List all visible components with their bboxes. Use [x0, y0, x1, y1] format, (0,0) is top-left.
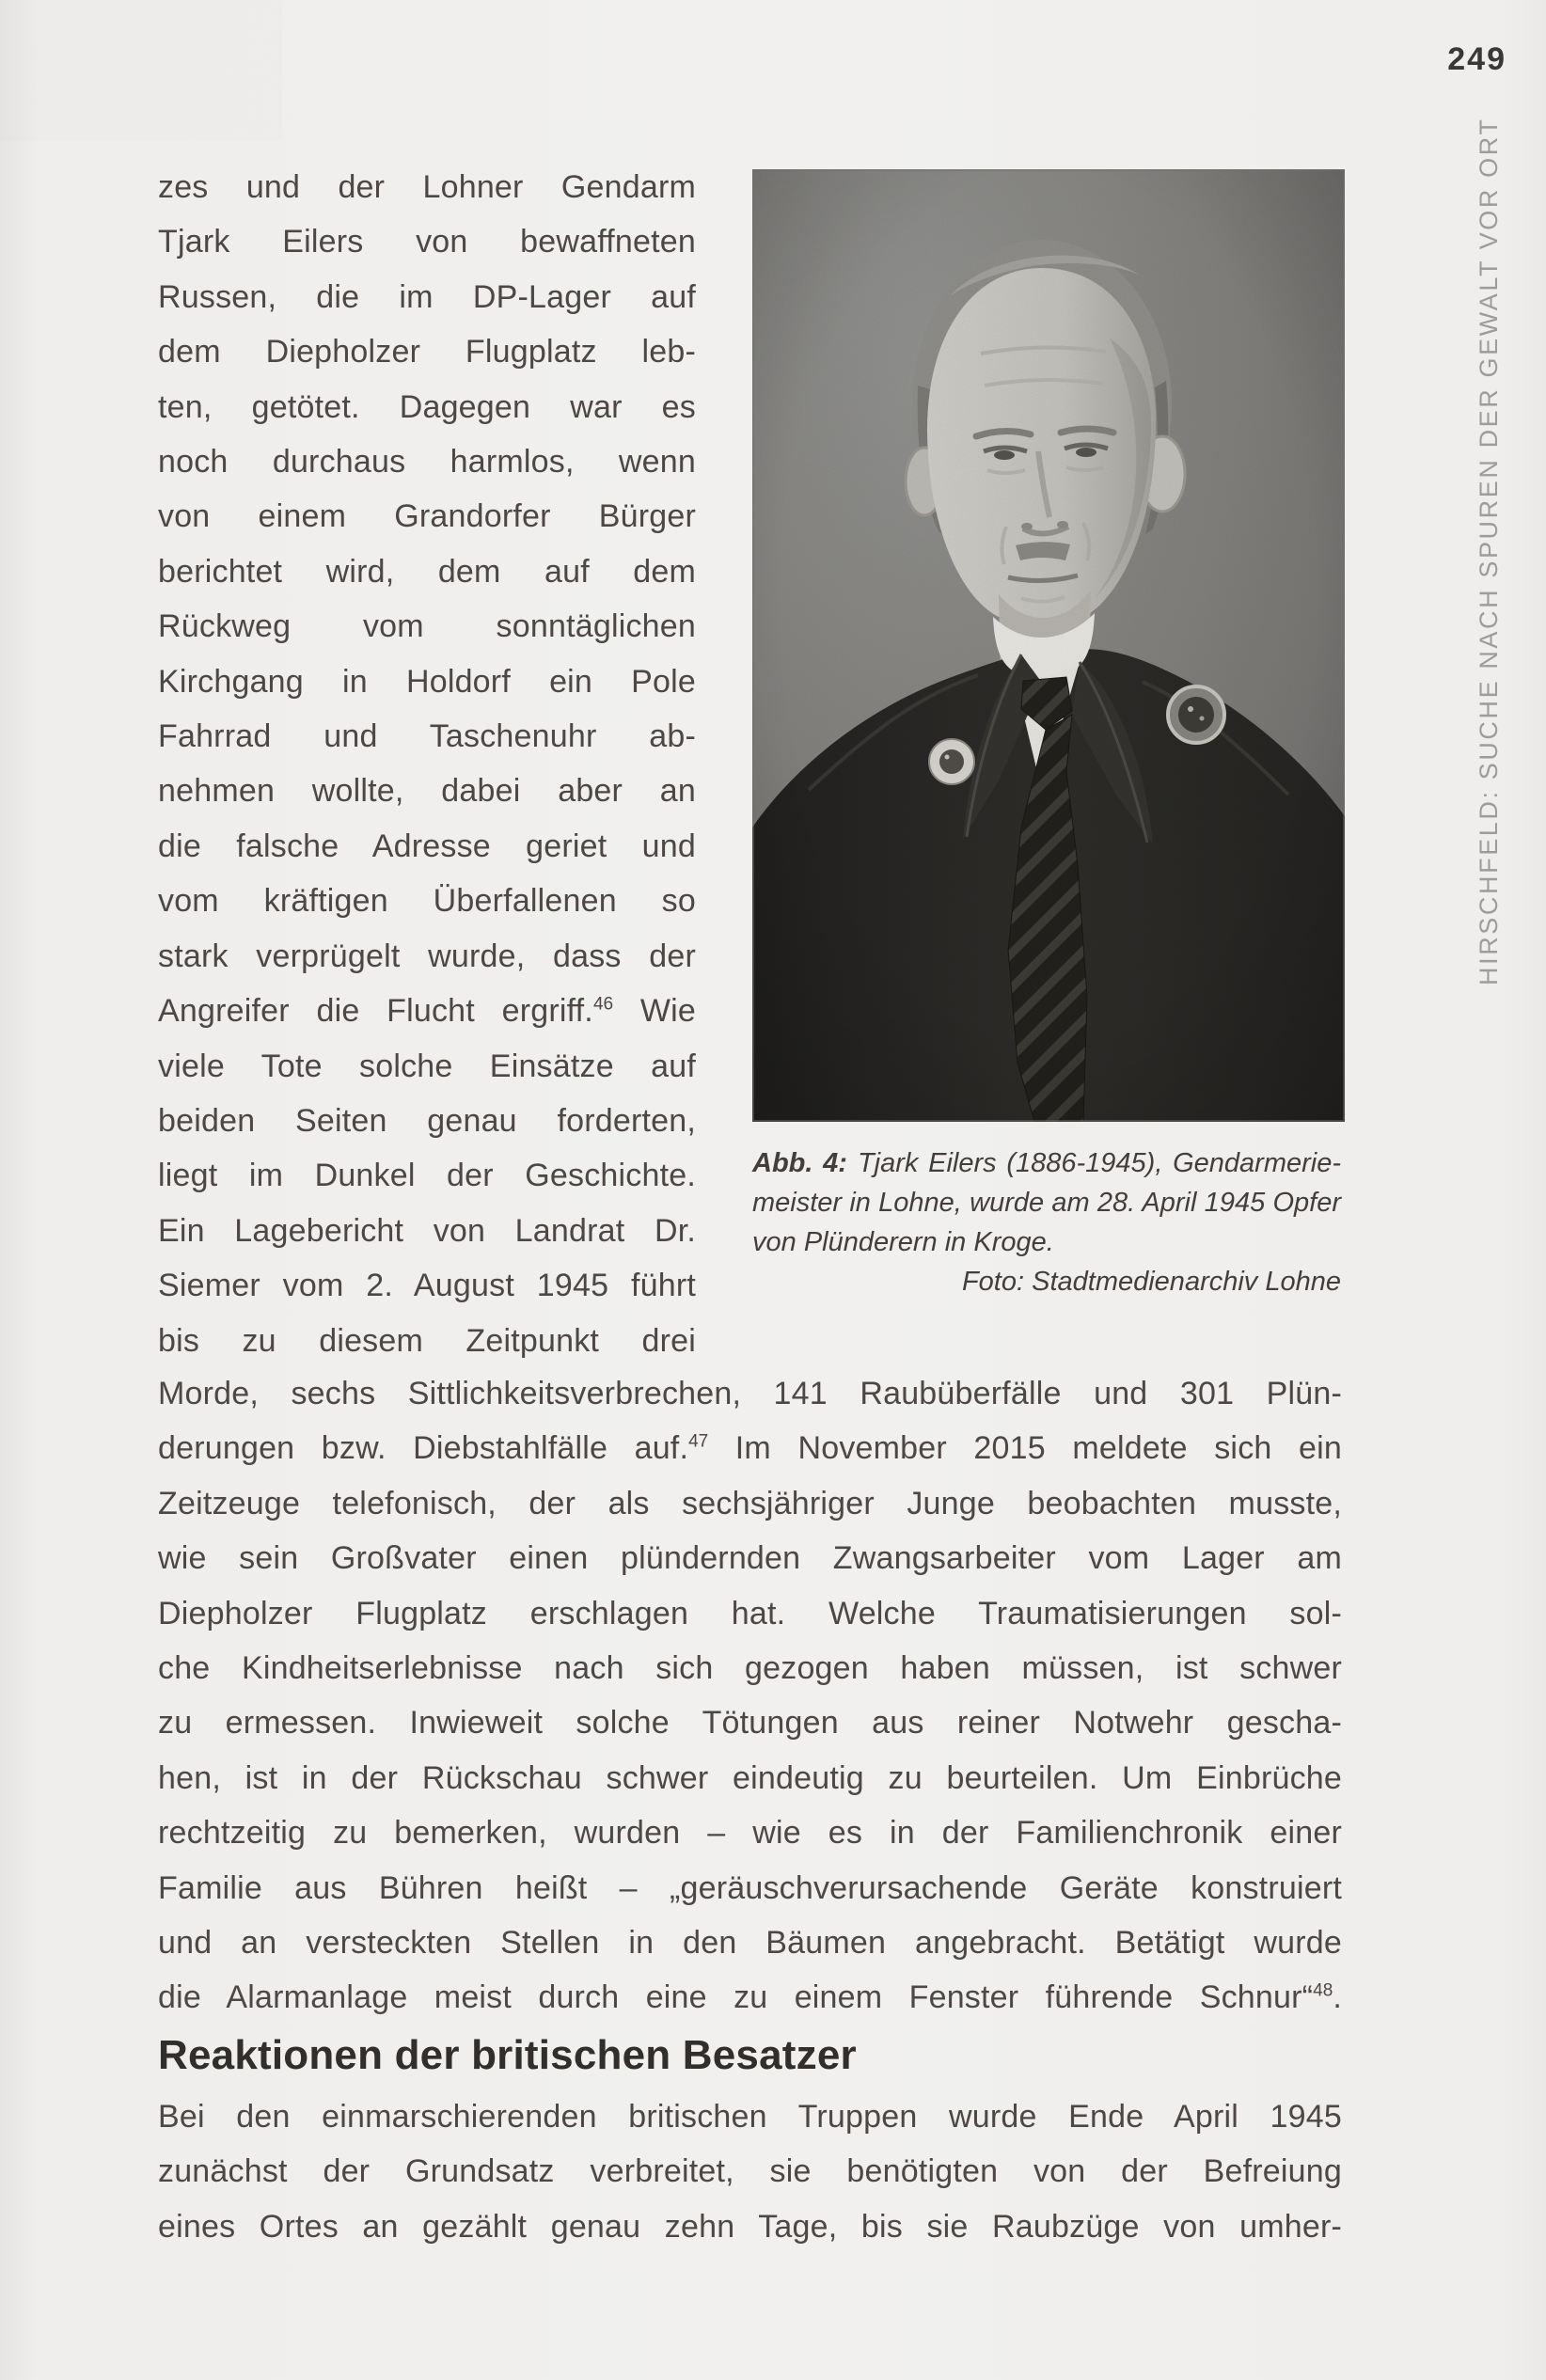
- text-line: che Kindheitserlebnisse nach sich gezogen haben müssen, ist schwer: [158, 1650, 1342, 1687]
- text-line: Russen, die im DP-Lager auf: [158, 278, 696, 315]
- text-line: bis zu diesem Zeitpunkt drei: [158, 1322, 696, 1359]
- text-line: Angreifer die Flucht ergriff.$^{46}$ Wie: [158, 993, 696, 1030]
- caption-line-2: meister in Lohne, wurde am 28. April 1945 Opfer: [752, 1188, 1341, 1218]
- caption-credit: Foto: Stadtmedienarchiv Lohne: [961, 1267, 1341, 1297]
- text-line: Kirchgang in Holdorf ein Pole: [158, 663, 696, 700]
- page-number: 249: [1447, 41, 1507, 77]
- figure-photo: [752, 169, 1345, 1122]
- text-line: Tjark Eilers von bewaffneten: [158, 224, 696, 260]
- text-line: berichtet wird, dem auf dem: [158, 553, 696, 590]
- caption-line-3: von Plünderern in Kroge.: [752, 1227, 1054, 1257]
- body-paragraph-full-width: [158, 1366, 1342, 2025]
- text-line: Fahrrad und Taschenuhr ab-: [158, 718, 696, 755]
- paper-grain-overlay: [0, 0, 282, 141]
- caption-line-1-text: Tjark Eilers (1886-1945), Gendarmerie-: [857, 1148, 1341, 1178]
- figure-caption: [752, 1143, 1341, 1301]
- text-line: vom kräftigen Überfallenen so: [158, 883, 696, 920]
- text-line: Familie aus Bühren heißt – „geräuschverursachende Geräte konstruiert: [158, 1869, 1342, 1906]
- text-line: eines Ortes an gezählt genau zehn Tage, bis sie Raubzüge von umher-: [158, 2208, 1342, 2245]
- text-line: beiden Seiten genau forderten,: [158, 1102, 696, 1139]
- section-paragraph: [158, 2089, 1342, 2254]
- text-line: liegt im Dunkel der Geschichte.: [158, 1158, 696, 1194]
- text-line: nehmen wollte, dabei aber an: [158, 773, 696, 810]
- text-line: zunächst der Grundsatz verbreitet, sie benötigten von der Befreiung: [158, 2153, 1342, 2190]
- portrait-photo: [752, 169, 1345, 1122]
- text-line: Zeitzeuge telefonisch, der als sechsjähriger Junge beobachten musste,: [158, 1485, 1342, 1521]
- text-line: dem Diepholzer Flugplatz leb-: [158, 334, 696, 370]
- caption-line-1: [752, 1143, 1341, 1183]
- text-line: stark verprügelt wurde, dass der: [158, 938, 696, 974]
- text-line: Morde, sechs Sittlichkeitsverbrechen, 141 Raubüberfälle und 301 Plün-: [158, 1376, 1342, 1411]
- text-line: die falsche Adresse geriet und: [158, 827, 696, 864]
- text-line: zes und der Lohner Gendarm: [158, 169, 696, 205]
- text-line: viele Tote solche Einsätze auf: [158, 1048, 696, 1084]
- body-column-narrow: [158, 160, 696, 1368]
- text-line: Diepholzer Flugplatz erschlagen hat. Welche Traumatisierungen sol-: [158, 1595, 1342, 1631]
- text-line: Siemer vom 2. August 1945 führt: [158, 1268, 696, 1304]
- text-line: hen, ist in der Rückschau schwer eindeutig zu beurteilen. Um Einbrüche: [158, 1759, 1342, 1796]
- text-line: von einem Grandorfer Bürger: [158, 498, 696, 535]
- text-line: wie sein Großvater einen plündernden Zwangsarbeiter vom Lager am: [158, 1540, 1342, 1577]
- running-header-vertical: HIRSCHFELD: SUCHE NACH SPUREN DER GEWALT VOR ORT: [1475, 117, 1503, 985]
- text-line: und an versteckten Stellen in den Bäumen angebracht. Betätigt wurde: [158, 1925, 1342, 1962]
- caption-label: Abb. 4:: [752, 1148, 847, 1178]
- text-line: Bei den einmarschierenden britischen Truppen wurde Ende April 1945: [158, 2099, 1342, 2135]
- section-heading: Reaktionen der britischen Besatzer: [158, 2032, 857, 2078]
- text-line: ten, getötet. Dagegen war es: [158, 388, 696, 425]
- text-line: derungen bzw. Diebstahlfälle auf.$^{47}$ Im November 2015 meldete sich ein: [158, 1430, 1342, 1467]
- text-line: Ein Lagebericht von Landrat Dr.: [158, 1212, 696, 1249]
- text-line: zu ermessen. Inwieweit solche Tötungen aus reiner Notwehr gescha-: [158, 1705, 1342, 1742]
- text-line: Rückweg vom sonntäglichen: [158, 608, 696, 645]
- text-line: rechtzeitig zu bemerken, wurden – wie es in der Familienchronik einer: [158, 1815, 1342, 1852]
- text-line: die Alarmanlage meist durch eine zu einem Fenster führende Schnur“$^{48}$.: [158, 1979, 1342, 2016]
- text-line: noch durchaus harmlos, wenn: [158, 444, 696, 481]
